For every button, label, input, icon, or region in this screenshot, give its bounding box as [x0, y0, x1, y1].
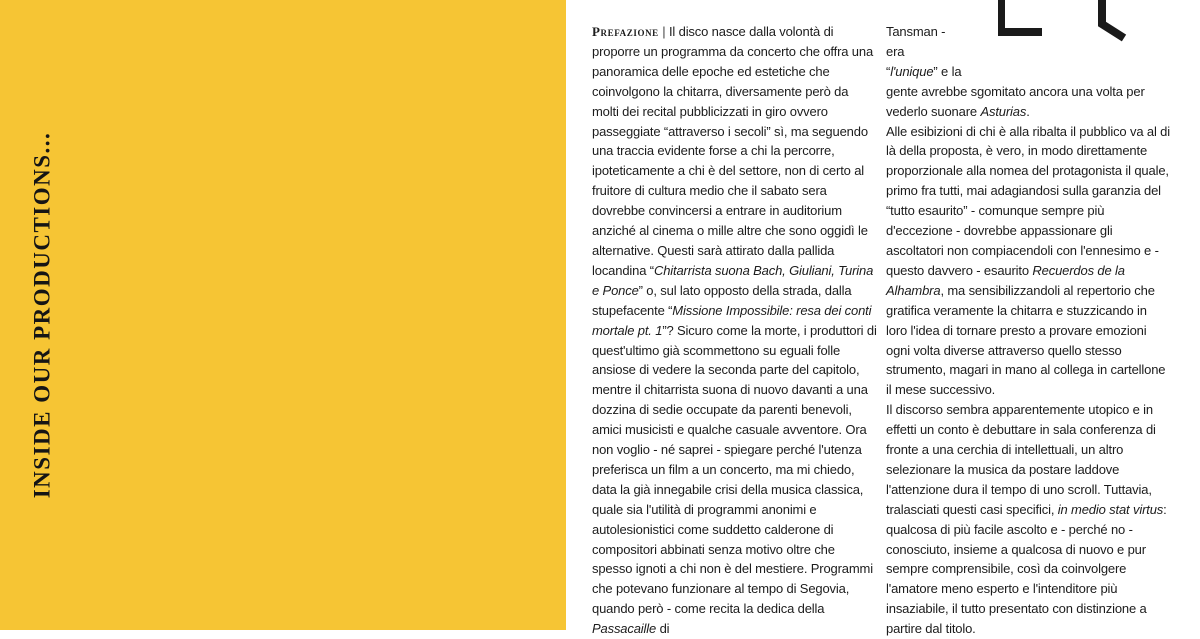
text-run: “ [886, 63, 891, 79]
vertical-title: INSIDE OUR PRODUCTIONS... [29, 131, 55, 499]
article-paragraph [886, 400, 1171, 639]
article-paragraph [886, 122, 1171, 401]
vertical-title-wrap [22, 0, 62, 630]
text-run: di [656, 621, 670, 637]
text-run: Il discorso sembra apparentemente utopico e in effetti un conto è debuttare in sala conferenza di fronte a una cerchia di intellettuali, un altro selezionare la musica da postare laddove l'attenzione dura il tempo di uno scroll. Tuttavia, tralasciati questi casi specifici, [886, 402, 1156, 517]
article-column-left [592, 22, 878, 639]
section-heading: Prefazione [592, 24, 659, 39]
text-run: ”? Sicuro come la morte, i produttori di quest'ultimo già scommettono su eguali folle ansiose di vedere la seconda parte del capitolo, mentre il chitarrista suona di nuovo davanti a una dozzina di sedie occupate da parenti benevoli, amici musicisti e qualche casuale avventore. Ora non voglio - né saprei - spiegare perché l'utenza preferisca un film a un concerto, ma mi chiedo, data la già innegabile crisi della musica classica, quale sia l'utilità di programmi anonimi e autolesionistici come suddetto calderone di compositori abbinati senza motivo oltre che spesso ignoti a chi non è del mestiere. Programmi che potevano funzionare al tempo di Segovia, quando però - come recita la dedica della [592, 322, 877, 617]
text-run: ” o, sul lato opposto della strada, dalla stupefacente “ [592, 282, 852, 318]
article-paragraph [592, 22, 878, 639]
italic-run: Chitarrista suona Bach, Giuliani, Turina e Ponce [592, 262, 874, 298]
heading-separator: | [662, 24, 666, 39]
italic-run: Recuerdos de la Alhambra [886, 262, 1125, 298]
italic-run: Asturias [980, 103, 1027, 119]
wrapped-line [886, 62, 966, 82]
sidebar-panel [0, 0, 566, 630]
text-run: Il disco nasce dalla volontà di proporre un programma da concerto che offra una panoramica delle epoche ed estetiche che coinvolgono la chitarra, diversamente però da molti dei recital pubblicizzati in giro ovvero passeggiate “attraverso i secoli” sì, ma seguendo una traccia evidente forse a chi la percorre, ipoteticamente a chi è del settore, non di certo al fruitore di cultura medio che il sabato sera dovrebbe convincersi a entrare in auditorium anziché al cinema o mille altre che sono oggidì le alternative. Questi sarà attirato dalla pallida locandina “ [592, 24, 874, 278]
text-run: : qualcosa di più facile ascolto e - perché no - conosciuto, insieme a qualcosa di nuovo e pur sempre comprensibile, così da coinvolgere l'amatore meno esperto e l'intenditore più insaziabile, il tutto presentato con distinzione a partire dal titolo. [886, 501, 1167, 637]
text-run: . [1026, 103, 1030, 119]
text-run: gente avrebbe sgomitato ancora una volta per vederlo suonare [886, 83, 1145, 119]
italic-run: Passacaille [592, 621, 657, 637]
italic-run: Missione Impossibile: resa dei conti mortale pt. 1 [592, 302, 872, 338]
text-run: Alle esibizioni di chi è alla ribalta il pubblico va al di là della proposta, è vero, in modo direttamente proporzionale alla nomea del protagonista il quale, primo fra tutti, mai adagiandosi sulla garanzia del “tutto esaurito” - comunque sempre più d'eccezione - dovrebbe appassionare gli ascoltatori non compiacendoli con l'ennesimo e - questo davvero - esaurito [886, 123, 1170, 278]
wrapped-line: Tansman - era [886, 24, 946, 59]
article-column-right [886, 22, 1171, 639]
text-run: ” e la [933, 63, 962, 79]
italic-run: in medio stat virtus [1057, 501, 1164, 517]
text-run: , ma sensibilizzandoli al repertorio che gratifica veramente la chitarra e stuzzicando in loro l'idea di tornare presto a provare emozioni ogni volta diverse attraverso quello stesso strumento, magari in mano al collega in cartellone il mese successivo. [886, 282, 1166, 398]
article-paragraph [886, 82, 1171, 122]
italic-run: l'unique [890, 63, 934, 79]
